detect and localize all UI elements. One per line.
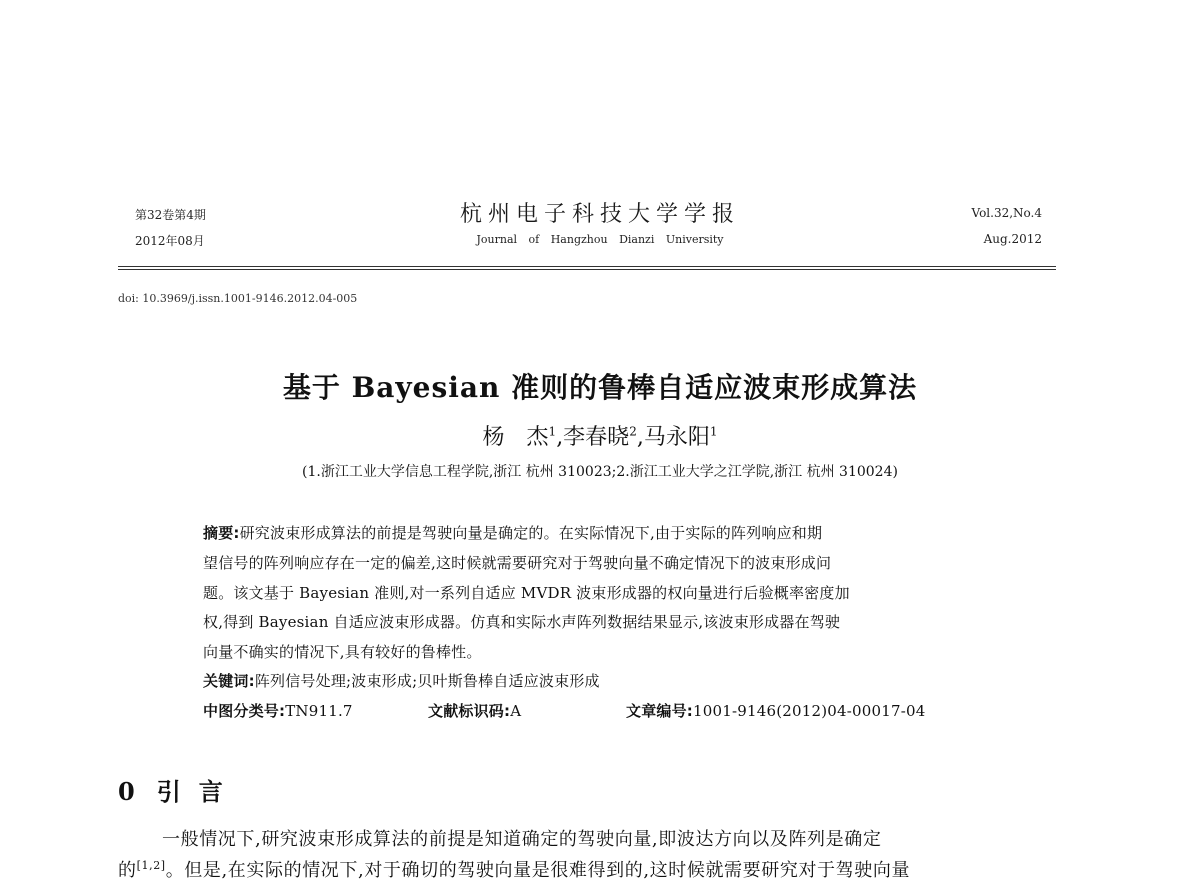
date-cn: 2012年08月 (135, 234, 205, 248)
abstract-line: 向量不确实的情况下,具有较好的鲁棒性。 (203, 643, 482, 661)
author-name: ,李春晓 (556, 425, 630, 450)
clc-value: TN911.7 (285, 702, 353, 720)
journal-title-cn: 杭州电子科技大学学报 (459, 202, 740, 227)
title-prefix: 基于 (282, 371, 352, 404)
author-name: 杨 杰 (482, 425, 549, 450)
volume-issue-en: Vol.32,No.4 (971, 206, 1042, 220)
section-title: 引言 (156, 778, 241, 806)
author-list (0, 420, 1200, 451)
header-rule-bottom (118, 269, 1056, 270)
doi: doi: 10.3969/j.issn.1001-9146.2012.04-005 (118, 292, 358, 305)
citation-ref: [1,2] (136, 859, 166, 872)
abstract-line: 望信号的阵列响应存在一定的偏差,这时候就需要研究对于驾驶向量不确定情况下的波束形成问 (203, 554, 832, 572)
doc-code-row (428, 700, 521, 721)
section-number: 0 (118, 777, 135, 806)
header-rule-top (118, 266, 1056, 267)
author-name: ,马永阳 (636, 425, 710, 450)
section-heading (118, 772, 241, 807)
article-number-label: 文章编号: (626, 702, 693, 720)
volume-issue-cn: 第32卷第4期 (135, 208, 206, 222)
abstract-line: 题。该文基于 Bayesian 准则,对一系列自适应 MVDR 波束形成器的权向量进行后验概率密度加 (203, 584, 850, 602)
abstract-label: 摘要: (203, 524, 240, 542)
doc-code-label: 文献标识码: (428, 702, 511, 720)
classification-row (203, 700, 353, 721)
affiliation: (1.浙江工业大学信息工程学院,浙江 杭州 310023;2.浙江工业大学之江学院,浙江 杭州 310024) (302, 464, 898, 480)
author-affil-mark: 2 (629, 424, 637, 439)
article-number-row (626, 700, 926, 721)
article-number-value: 1001-9146(2012)04-00017-04 (693, 702, 926, 720)
abstract-line (203, 522, 822, 543)
author-affil-mark: 1 (709, 424, 718, 439)
body-text: 。但是,在实际的情况下,对于确切的驾驶向量是很难得到的,这时候就需要研究对于驾驶向量 (165, 860, 911, 881)
keywords-label: 关键词: (203, 672, 255, 690)
abstract-line: 权,得到 Bayesian 自适应波束形成器。仿真和实际水声阵列数据结果显示,该波束形成器在驾驶 (203, 613, 841, 631)
clc-label: 中图分类号: (203, 702, 286, 720)
title-suffix: 准则的鲁棒自适应波束形成算法 (500, 371, 918, 404)
doc-code-value: A (510, 702, 522, 720)
author-affil-mark: 1 (548, 424, 557, 439)
keywords-value: 阵列信号处理;波束形成;贝叶斯鲁棒自适应波束形成 (254, 672, 600, 690)
title-latin: Bayesian (351, 371, 501, 404)
journal-title-en: Journal of Hangzhou Dianzi University (476, 233, 724, 246)
date-en: Aug.2012 (983, 232, 1042, 246)
body-paragraph-line (118, 856, 910, 882)
abstract-text: 研究波束形成算法的前提是驾驶向量是确定的。在实际情况下,由于实际的阵列响应和期 (239, 524, 823, 542)
body-paragraph-line: 一般情况下,研究波束形成算法的前提是知道确定的驾驶向量,即波达方向以及阵列是确定 (162, 829, 882, 850)
body-text: 的 (118, 860, 137, 881)
keywords (203, 670, 600, 691)
paper-title (0, 366, 1200, 406)
